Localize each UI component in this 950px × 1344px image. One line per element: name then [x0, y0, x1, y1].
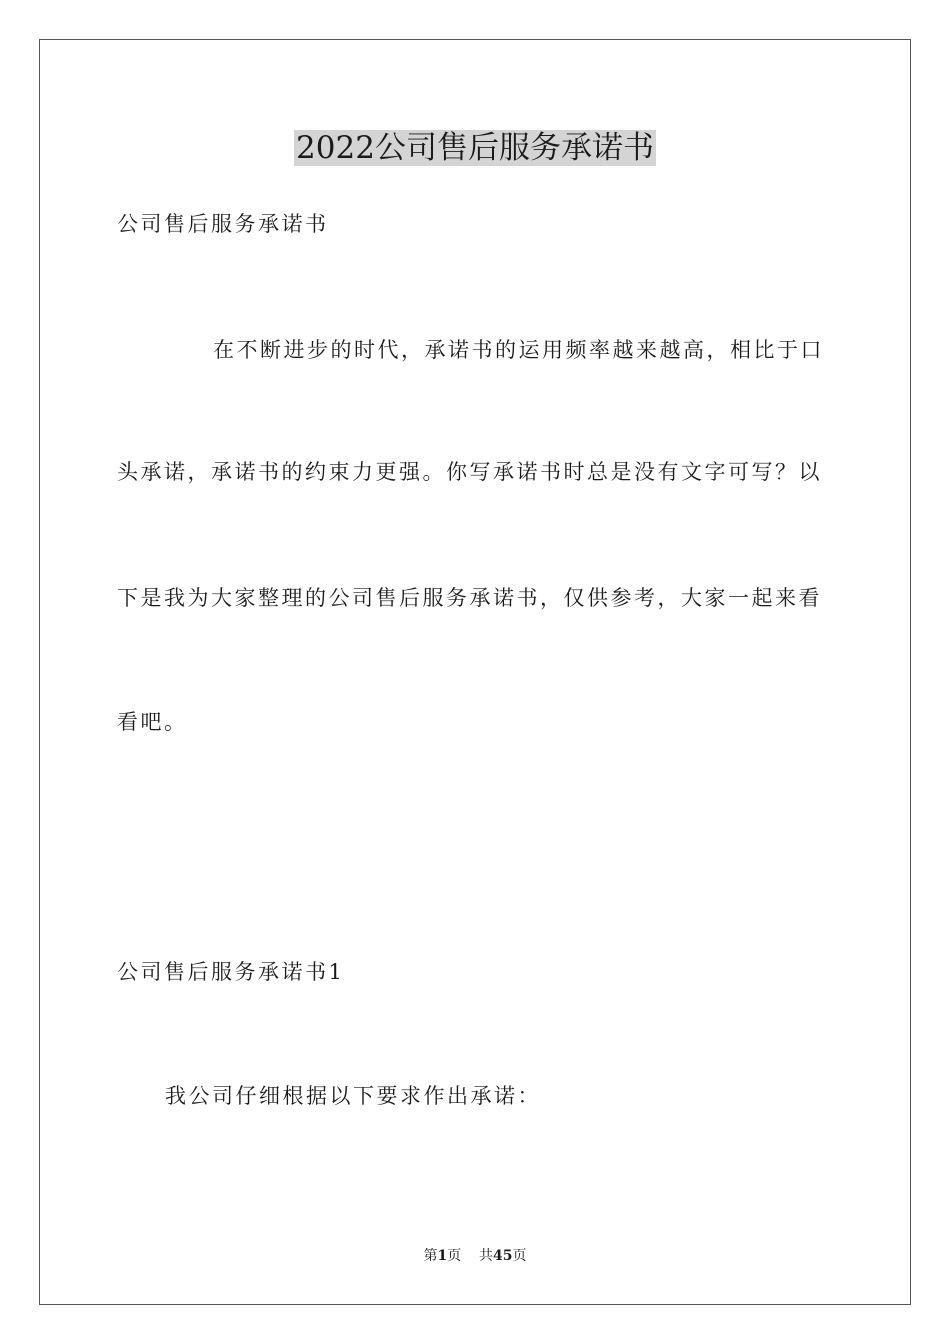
- section-paragraph: 我公司仔细根据以下要求作出承诺：: [165, 1084, 541, 1108]
- footer-total-suffix: 页: [512, 1248, 527, 1264]
- intro-line-3: 下是我为大家整理的公司售后服务承诺书，仅供参考，大家一起来看: [117, 586, 822, 610]
- intro-line-1: 在不断进步的时代，承诺书的运用频率越来越高，相比于口: [213, 338, 824, 362]
- document-title: [0, 126, 950, 170]
- section-heading: 公司售后服务承诺书1: [117, 960, 345, 984]
- intro-line-2: 头承诺，承诺书的约束力更强。你写承诺书时总是没有文字可写？以: [117, 460, 822, 484]
- intro-line-4: 看吧。: [117, 710, 188, 734]
- footer-page-number: 1: [437, 1248, 448, 1264]
- footer-total-prefix: 共: [479, 1248, 494, 1264]
- document-subtitle: 公司售后服务承诺书: [117, 212, 329, 236]
- page-footer: [0, 1246, 950, 1266]
- footer-page-suffix: 页: [447, 1248, 462, 1264]
- footer-total-pages: 45: [493, 1248, 513, 1264]
- footer-page-prefix: 第: [423, 1248, 438, 1264]
- document-title-text: 2022公司售后服务承诺书: [296, 130, 654, 166]
